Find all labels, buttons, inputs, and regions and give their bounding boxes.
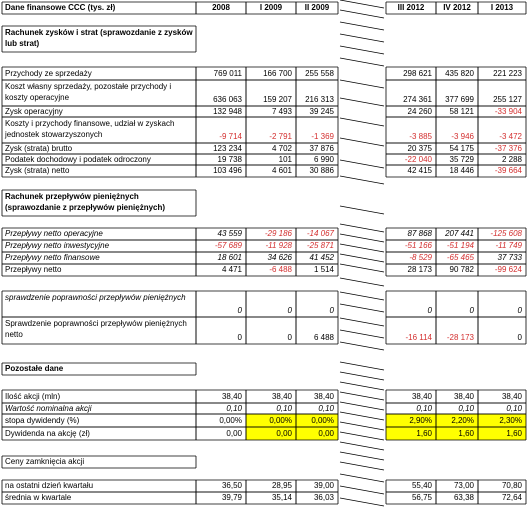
value-cell: -37 376 bbox=[494, 143, 522, 153]
value-cell: 1,60 bbox=[478, 427, 526, 440]
gap-slash bbox=[340, 10, 384, 18]
gap-slash bbox=[340, 372, 384, 380]
section-other: Pozostałe dane bbox=[5, 364, 64, 373]
value-cell: 435 820 bbox=[445, 68, 474, 78]
value-cell: 37 733 bbox=[497, 253, 522, 262]
value-cell: -28 173 bbox=[446, 333, 474, 342]
gap-slash bbox=[340, 330, 384, 338]
gap-slash bbox=[340, 462, 384, 470]
value-cell: 1,60 bbox=[436, 427, 478, 440]
gap-slash bbox=[340, 412, 384, 420]
value-cell: 166 700 bbox=[263, 68, 292, 78]
value-cell: 37 876 bbox=[309, 143, 334, 153]
value-cell: -8 529 bbox=[409, 253, 432, 262]
gap-slash bbox=[340, 22, 384, 30]
row-label: Wartość nominalna akcji bbox=[5, 403, 92, 413]
value-cell: 1 514 bbox=[313, 265, 334, 274]
row-label: Zysk (strata) netto bbox=[5, 166, 70, 175]
gap-slash bbox=[340, 382, 384, 390]
value-cell: 0,10 bbox=[458, 403, 474, 413]
value-cell: 2,20% bbox=[436, 414, 478, 427]
period-header: I 2009 bbox=[259, 3, 283, 12]
value-cell: -11 749 bbox=[495, 241, 522, 250]
value-cell: 207 441 bbox=[445, 229, 474, 238]
gap-slash bbox=[340, 254, 384, 262]
value-cell: 0,00% bbox=[296, 414, 338, 427]
value-cell: 0,10 bbox=[276, 403, 292, 413]
gap-slash bbox=[340, 452, 384, 460]
value-cell: 19 738 bbox=[217, 154, 242, 164]
row-label: sprawdzenie poprawności przepływów pieniężnych bbox=[5, 293, 186, 302]
value-cell: -3 946 bbox=[451, 132, 474, 141]
gap-slash bbox=[340, 362, 384, 370]
gap-slash bbox=[340, 264, 384, 272]
gap-slash bbox=[340, 34, 384, 42]
value-cell: 54 175 bbox=[449, 143, 474, 153]
value-cell: -125 608 bbox=[490, 229, 522, 238]
row-label: Podatek dochodowy i podatek odroczony bbox=[5, 154, 151, 164]
value-cell: 38,40 bbox=[501, 391, 522, 401]
value-cell: 39 245 bbox=[309, 106, 334, 116]
value-cell: -11 928 bbox=[265, 241, 292, 250]
value-cell: 35 729 bbox=[449, 154, 474, 164]
value-cell: 20 375 bbox=[407, 143, 432, 153]
value-cell: 38,40 bbox=[453, 391, 474, 401]
row-label: Zysk (strata) brutto bbox=[5, 143, 73, 153]
value-cell: 34 626 bbox=[267, 253, 292, 262]
value-cell: 221 223 bbox=[493, 68, 522, 78]
value-cell: 103 496 bbox=[213, 166, 242, 175]
gap-slash bbox=[340, 342, 384, 350]
value-cell: 377 699 bbox=[445, 95, 474, 104]
gap-slash bbox=[340, 498, 384, 506]
value-cell: 7 493 bbox=[271, 106, 292, 116]
value-cell: 123 234 bbox=[213, 143, 242, 153]
value-cell: -39 664 bbox=[494, 166, 522, 175]
value-cell: -51 166 bbox=[404, 241, 432, 250]
section-cashflow: Rachunek przepływów pieniężnych (sprawozdanie z przepływów pieniężnych) bbox=[5, 192, 166, 212]
value-cell: -14 067 bbox=[306, 229, 334, 238]
period-header: III 2012 bbox=[397, 3, 425, 12]
gap-slash bbox=[340, 80, 384, 88]
gap-slash bbox=[340, 244, 384, 252]
value-cell: 2,90% bbox=[386, 414, 436, 427]
gap-slash bbox=[340, 58, 384, 66]
value-cell: -16 114 bbox=[405, 333, 432, 342]
gap-slash bbox=[340, 486, 384, 494]
value-cell: 0,10 bbox=[226, 403, 242, 413]
gap-slash bbox=[340, 392, 384, 400]
value-cell: -33 904 bbox=[494, 106, 522, 116]
value-cell: 43 559 bbox=[217, 229, 242, 238]
value-cell: 41 452 bbox=[309, 253, 334, 262]
value-cell: 101 bbox=[278, 154, 292, 164]
value-cell: 0,00% bbox=[246, 414, 296, 427]
value-cell: 274 361 bbox=[403, 95, 432, 104]
gap-slash bbox=[340, 160, 384, 168]
gap-slash bbox=[340, 432, 384, 440]
value-cell: -65 465 bbox=[446, 253, 474, 262]
gap-slash bbox=[340, 234, 384, 242]
gap-slash bbox=[340, 278, 384, 286]
value-cell: 18 446 bbox=[449, 166, 474, 175]
value-cell: 0,00 bbox=[246, 427, 296, 440]
value-cell: 0 bbox=[469, 306, 474, 315]
value-cell: 73,00 bbox=[453, 481, 474, 490]
value-cell: -1 369 bbox=[311, 132, 334, 141]
value-cell: -57 689 bbox=[214, 241, 242, 250]
value-cell: 4 601 bbox=[271, 166, 292, 175]
value-cell: 70,80 bbox=[501, 481, 522, 490]
value-cell: 36,50 bbox=[221, 481, 242, 490]
gap-slash bbox=[340, 206, 384, 214]
gap-slash bbox=[340, 46, 384, 54]
gap-slash bbox=[340, 304, 384, 312]
value-cell: 0,00 bbox=[296, 427, 338, 440]
value-cell: 39,79 bbox=[221, 493, 242, 502]
value-cell: 0 bbox=[517, 333, 522, 342]
value-cell: 1,60 bbox=[386, 427, 436, 440]
value-cell: -51 194 bbox=[446, 241, 474, 250]
gap-slash bbox=[340, 224, 384, 232]
gap-slash bbox=[340, 442, 384, 450]
value-cell: 38,40 bbox=[221, 391, 242, 401]
value-cell: 38,40 bbox=[313, 391, 334, 401]
value-cell: 38,40 bbox=[411, 391, 432, 401]
value-cell: 4 702 bbox=[271, 143, 292, 153]
value-cell: 55,40 bbox=[411, 481, 432, 490]
value-cell: -3 472 bbox=[499, 132, 522, 141]
period-header: I 2013 bbox=[490, 3, 514, 12]
value-cell: 0 bbox=[329, 306, 334, 315]
period-header: 2008 bbox=[212, 3, 230, 12]
row-label: Zysk operacyjny bbox=[5, 106, 63, 116]
value-cell: 39,00 bbox=[313, 481, 334, 490]
gap-slash bbox=[340, 474, 384, 482]
value-cell: 0 bbox=[287, 306, 292, 315]
value-cell: -99 624 bbox=[494, 265, 522, 274]
header-title: Dane finansowe CCC (tys. zł) bbox=[5, 3, 116, 12]
value-cell: 0,10 bbox=[416, 403, 432, 413]
value-cell: 0 bbox=[287, 333, 292, 342]
value-cell: 0,00 bbox=[226, 428, 242, 438]
value-cell: 36,03 bbox=[313, 493, 334, 502]
value-cell: 6 488 bbox=[313, 333, 334, 342]
value-cell: -9 714 bbox=[219, 132, 242, 141]
value-cell: 0,10 bbox=[506, 403, 522, 413]
row-label: na ostatni dzień kwartału bbox=[5, 481, 94, 490]
value-cell: 255 127 bbox=[493, 95, 522, 104]
value-cell: 216 313 bbox=[305, 95, 334, 104]
row-label: Ilość akcji (mln) bbox=[5, 391, 61, 401]
value-cell: 28 173 bbox=[407, 265, 432, 274]
value-cell: 63,38 bbox=[453, 493, 474, 502]
value-cell: 38,40 bbox=[271, 391, 292, 401]
value-cell: 87 868 bbox=[407, 229, 432, 238]
value-cell: -6 488 bbox=[269, 265, 292, 274]
value-cell: -3 885 bbox=[409, 132, 432, 141]
value-cell: 4 471 bbox=[221, 265, 242, 274]
value-cell: 0 bbox=[237, 306, 242, 315]
value-cell: 298 621 bbox=[403, 68, 432, 78]
gap-slash bbox=[340, 422, 384, 430]
gap-slash bbox=[340, 318, 384, 326]
gap-slash bbox=[340, 402, 384, 410]
section-income: Rachunek zysków i strat (sprawozdanie z zysków lub strat) bbox=[5, 28, 193, 48]
value-cell: 58 121 bbox=[449, 106, 474, 116]
row-label: Przepływy netto finansowe bbox=[5, 253, 100, 262]
value-cell: 18 601 bbox=[217, 253, 242, 262]
row-label: Przepływy netto bbox=[5, 265, 62, 274]
row-label: średnia w kwartale bbox=[5, 493, 72, 502]
gap-slash bbox=[340, 138, 384, 146]
row-label: Przepływy netto operacyjne bbox=[5, 229, 103, 238]
value-cell: 2 288 bbox=[501, 154, 522, 164]
value-cell: 0,10 bbox=[318, 403, 334, 413]
value-cell: 30 886 bbox=[309, 166, 334, 175]
value-cell: -29 186 bbox=[264, 229, 292, 238]
row-label: Przychody ze sprzedaży bbox=[5, 68, 92, 78]
value-cell: 0,00% bbox=[219, 415, 242, 425]
value-cell: 0 bbox=[237, 333, 242, 342]
section-prices: Ceny zamknięcia akcji bbox=[5, 457, 85, 466]
value-cell: 132 948 bbox=[213, 106, 242, 116]
value-cell: -25 871 bbox=[306, 241, 334, 250]
value-cell: 28,95 bbox=[271, 481, 292, 490]
row-label: stopa dywidendy (%) bbox=[5, 415, 80, 425]
period-header: II 2009 bbox=[304, 3, 330, 12]
row-label: Sprawdzenie poprawności przepływów pieniężnych netto bbox=[5, 319, 187, 339]
row-label: Przepływy netto inwestycyjne bbox=[5, 241, 110, 250]
period-header: IV 2012 bbox=[443, 3, 471, 12]
value-cell: 56,75 bbox=[411, 493, 432, 502]
value-cell: 6 990 bbox=[313, 154, 334, 164]
value-cell: 42 415 bbox=[407, 166, 432, 175]
gap-slash bbox=[340, 118, 384, 126]
gap-slash bbox=[340, 0, 384, 8]
gap-slash bbox=[340, 292, 384, 300]
value-cell: 90 782 bbox=[449, 265, 474, 274]
gap-slash bbox=[340, 176, 384, 184]
value-cell: 72,64 bbox=[501, 493, 522, 502]
value-cell: 769 011 bbox=[213, 68, 242, 78]
row-label: Koszt własny sprzedaży, pozostałe przychody i koszty operacyjne bbox=[5, 82, 172, 102]
row-label: Dywidenda na akcję (zł) bbox=[5, 428, 90, 438]
value-cell: 0 bbox=[517, 306, 522, 315]
value-cell: 0 bbox=[427, 306, 432, 315]
value-cell: 636 063 bbox=[213, 95, 242, 104]
row-label: Koszty i przychody finansowe, udział w zyskach jednostek stowarzyszonych bbox=[5, 119, 175, 139]
value-cell: -2 791 bbox=[269, 132, 292, 141]
value-cell: 2,30% bbox=[478, 414, 526, 427]
value-cell: 159 207 bbox=[263, 95, 292, 104]
value-cell: 35,14 bbox=[271, 493, 292, 502]
gap-slash bbox=[340, 98, 384, 106]
value-cell: -22 040 bbox=[404, 154, 432, 164]
value-cell: 24 260 bbox=[407, 106, 432, 116]
value-cell: 255 558 bbox=[305, 68, 334, 78]
